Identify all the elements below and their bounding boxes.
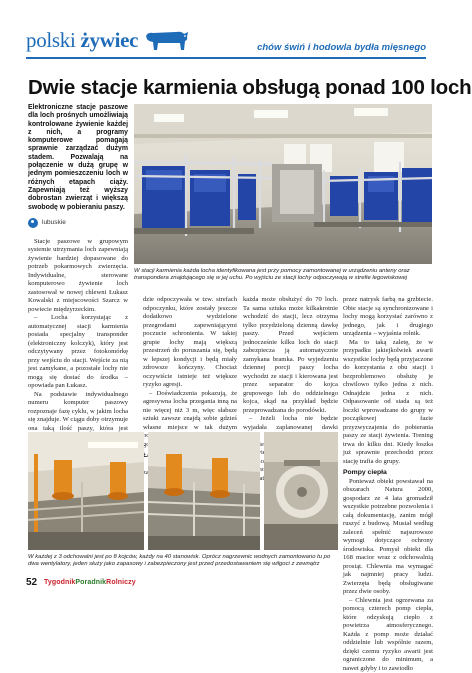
magazine-name: TygodnikPoradnikRolniczy (44, 579, 136, 586)
brand-name: polski żywiec (26, 28, 138, 53)
brand-logo (26, 26, 190, 54)
section-label: chów świń i hodowla bydła mięsnego (257, 42, 426, 53)
article-title: Dwie stacje karmienia obsługą ponad 100 loch (28, 76, 472, 100)
col4-paragraph: – Chlewnia jest ogrzewana za pomocą czterech pomp ciepła, które odzyskują ciepło z powietrza atmosferycznego. Każda z pomp może działać oddzielnie lub wspólnie razem, dzięki czemu ryzyko awarii jest ograniczone do minimum, a nawet gdyby i to zawiodło (343, 597, 433, 673)
author-line (28, 218, 128, 228)
col2-paragraph: dzie odpoczywała w tzw. strefach odpoczynku, które zostały jeszcze dodatkowo wydzielone przegrodami zapewniającymi poczucie schronienia. W takiej grupie lochy mają większą przestrzeń do poruszania się, będą w lepszej kondycji i będą miały zdrowsze kończyny. Chociaż oczywiście istnieje też większe ryzyko agresji. (143, 296, 237, 390)
col3-paragraph: każda może obsłużyć do 70 loch. Ta sama sztuka może kilkakrotnie wchodzić do stacji, lecz otrzyma tylko przydzieloną dzienną dawkę paszy. Przed wejściem jednocześnie kilku loch do stacji zabezpiecza ją automatycznie zamykana bramka. Po wyjedzeniu dziennej porcji paszy locha wychodzi ze stacji i kierowana jest przez separator do kojca grupowego lub do oddzielnego kojca, skąd na przykład będzie przeprowadzana do porodówki. (243, 296, 338, 415)
column-4 (343, 296, 433, 673)
col4-paragraph: Ma to taką zaletę, że w przypadku jakiejkolwiek awarii wszystkie lochy będą przyjaczone do korzystania z obu stacji i bezproblemowo obsłużę je chwilowo tylko jedna z nich. Odnajdzie jedna z nich. Odpasowanie od stada są też łoczki wprowadzane do grupy w początkowej fazie przyzwyczajenia do pobierania paszy ze stacji żywienia. Trening trwa do kilku dni. Kiedy łoszka już sprawnie przechodzi przez stację trafia do grupy. (343, 339, 433, 467)
col2-paragraph: – Doświadczenia pokazują, że agresywna locha przegania inną na nie więcej niż 3 m, więc słabsze sztuki zawsze znajdą sobie gdzieś własne miejsce w tak dużym (143, 390, 237, 450)
top-photo-caption: W stacji karmienia każda locha identyfikowana jest przy pomocy zamontowanej w urządzeniu anteny oraz transpondera znajdującego się w jej uchu. Po wyjściu ze stacji lochy odpoczywają w strefie legowiskowej (134, 268, 432, 282)
header-rule (26, 57, 426, 59)
author-region: lubuskie (42, 219, 66, 228)
col1-paragraph: Na podstawie indywidualnego numeru komputer paszowy rozpoznaje fazę cyklu, w jakim locha się znajduje. W ciągu doby otrzymuje ona taką ilość paszy, która jest (28, 391, 128, 493)
feeding-station-photo (134, 104, 432, 264)
nursery-photo-middle (148, 432, 260, 550)
col4-paragraph: Ponieważ obiekt powstawał na obszarach Natura 2000, gospodarz ze 4 lata gromadził wszystkie potrzebne pozwolenia i całą dokumentację, zanim mógł ruszyć z budową. Musiał według zaleceń spełnić najsurowsze wymogi dotyczące ochrony środowiska. Pomysł obiekt dla 168 macior wraz z odchowalnią prosiąt. Chlewnia ma wymagać jak najmniej pracy ludzi. Zwierzęta będą obsługiwane przez dwie osoby. (343, 478, 433, 597)
nursery-photo-left (28, 432, 144, 550)
col4-paragraph: przez natrysk farbą na grzbiecie. Obie stacje są synchronizowane i lochy mogą korzystać zarówno z jednego, jak i drugiego urządzenia – wyjaśnia rolnik. (343, 296, 433, 339)
cow-icon (144, 26, 190, 54)
page-number: 52 (26, 577, 37, 588)
col1-paragraph: Stacje paszowe w grupowym systemie utrzymania loch zapewniają żywienie bardziej dopasowane do potrzeb pokarmowych zwierzęcia. Indywidualne, sterowane komputerowo żywienie loch zastosował w nowej chlewni Łukasz Kowalski z miejscowości Szarcz w powiecie międzyrzeckim. (28, 238, 128, 315)
col1-paragraph: – Locha korzystając z automatycznej stacji karmienia posiada specjalny transponder (elektroniczny kolczyk), który jest odczytywany przez fotokomórkę przy wejściu do stacji. Wejście za nią jest zamykane, a pozostałe lochy nie mogą się dostać do środka – opowiada pan Łukasz. (28, 314, 128, 391)
author-icon (28, 218, 38, 228)
bottom-photo-caption: W każdej z 3 odchowalni jest po 8 kojców, każdy na 40 stanowisk. Oprócz nagrzewnic wodnych zamontowano tu po dwa wentylatory, jeden służy jako zapasowy i zabezpieczony jest przed przedostawaniem się wilgoci z zewnątrz (28, 554, 338, 568)
heater-photo (264, 432, 338, 550)
article-lead: Elektroniczne stacje paszowe dla loch prośnych umożliwiają kontrolowane żywienie każdej z nich, a programy komputerowe pomagają sprawnie zarządzać dużym stadem. Pozwalają na połączenie w dużą grupę w jednym pomieszczeniu loch w różnych etapach ciąży. Zapewniają też wyższy dobrostan zwierząt i większą swobodę w pobieraniu paszy. (28, 104, 128, 212)
col3-paragraph: – Jeżeli locha nie będzie wyjadała zaplanowanej dawki odpowiednio automatycznie (243, 415, 338, 483)
subhead-heat-pumps: Pompy ciepła (343, 469, 433, 478)
